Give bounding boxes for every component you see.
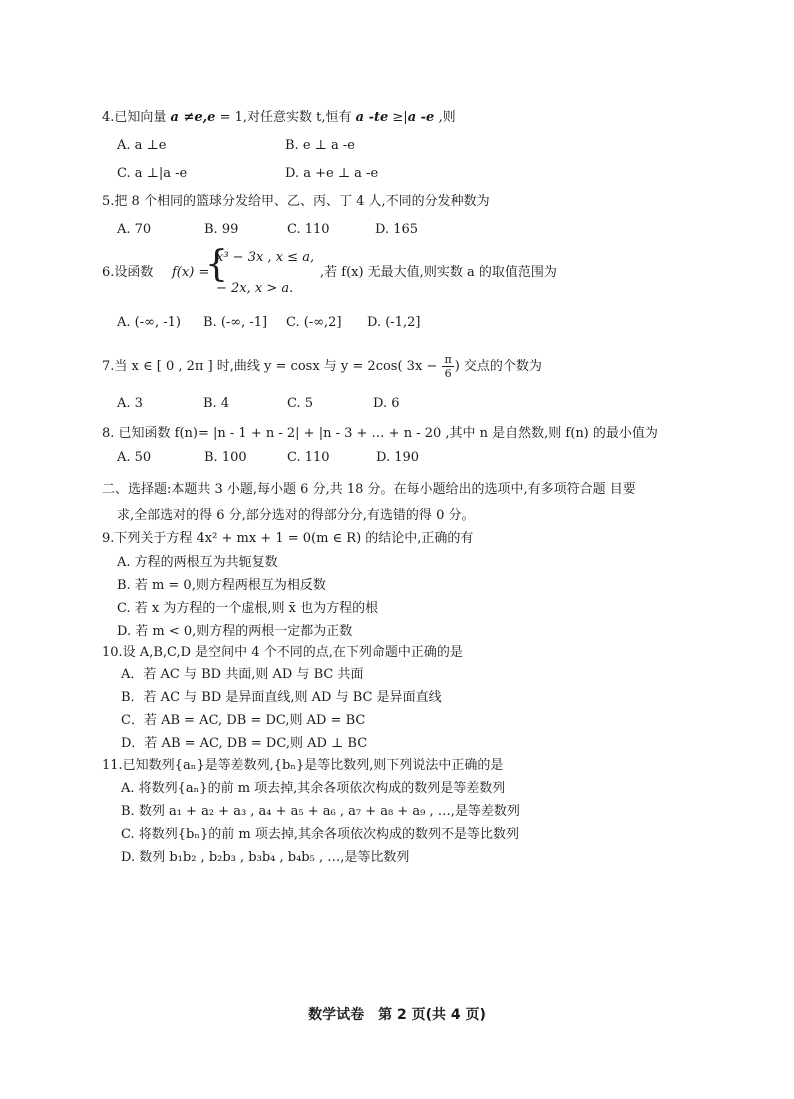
q4-option-d: D. a +e ⊥ a -e	[285, 166, 379, 181]
q4-option-c: C. a ⊥|a -e	[117, 166, 188, 181]
q9-option-b: B. 若 m = 0,则方程两根互为相反数	[117, 578, 326, 593]
q5-option-d: D. 165	[375, 222, 419, 237]
q4-option-b: B. e ⊥ a -e	[285, 138, 355, 153]
q7-stem	[102, 352, 542, 382]
q6-option-b: B. (-∞, -1]	[203, 315, 268, 330]
page-footer: 数学试卷 第 2 页(共 4 页)	[308, 1007, 486, 1023]
q7-stem-b: ) 交点的个数为	[454, 359, 542, 374]
q6-option-c: C. (-∞,2]	[286, 315, 342, 330]
q8-option-b: B. 100	[204, 450, 247, 465]
q10-option-c: C．若 AB = AC, DB = DC,则 AD = BC	[121, 713, 366, 728]
q6-fx: f(x) =	[172, 265, 210, 280]
q7-frac-num: π	[444, 353, 452, 366]
q6-case2: − 2x, x > a.	[216, 281, 294, 296]
q4-stem-f: a -e	[407, 110, 435, 125]
q6-stem-b: ,若 f(x) 无最大值,则实数 a 的取值范围为	[320, 265, 557, 280]
q4-stem-b: a ≠e,e	[170, 110, 216, 125]
q11-option-c: C. 将数列{bₙ}的前 m 项去掉,其余各项依次构成的数列不是等比数列	[121, 827, 519, 842]
q8-stem: 8. 已知函数 f(n)= |n - 1 + n - 2| + |n - 3 + … + n - 20 ,其中 n 是自然数,则 f(n) 的最小值为	[102, 426, 658, 441]
q10-stem: 10.设 A,B,C,D 是空间中 4 个不同的点,在下列命题中正确的是	[102, 645, 463, 660]
q7-frac-den: 6	[444, 367, 452, 380]
q10-option-b: B．若 AC 与 BD 是异面直线,则 AD 与 BC 是异面直线	[121, 690, 442, 705]
q4-stem-a: 4.已知向量	[102, 110, 171, 125]
q5-option-a: A. 70	[117, 222, 152, 237]
q8-option-c: C. 110	[287, 450, 330, 465]
q4-option-a: A. a ⊥e	[117, 138, 167, 153]
q8-option-a: A. 50	[117, 450, 152, 465]
q8-option-d: D. 190	[376, 450, 420, 465]
q6-case1: x³ − 3x , x ≤ a,	[216, 250, 315, 265]
q7-option-d: D. 6	[373, 396, 400, 411]
q4-stem-c: = 1,对任意实数 t,恒有	[215, 110, 356, 125]
q4-stem	[102, 110, 456, 126]
q6-brace: {	[205, 244, 228, 285]
q5-option-b: B. 99	[204, 222, 239, 237]
q7-option-c: C. 5	[287, 396, 314, 411]
q11-option-d: D. 数列 b₁b₂ , b₂b₃ , b₃b₄ , b₄b₅ , …,是等比数列	[121, 850, 410, 865]
q10-option-a: A．若 AC 与 BD 共面,则 AD 与 BC 共面	[121, 667, 364, 682]
q7-stem-a: 7.当 x ∈ [ 0 , 2π ] 时,曲线 y = cosx 与 y = 2cos( 3x −	[102, 359, 438, 374]
q9-option-c: C. 若 x 为方程的一个虚根,则 x̄ 也为方程的根	[117, 601, 379, 616]
q4-stem-g: ,则	[434, 110, 456, 125]
section2-line1: 二、选择题:本题共 3 小题,每小题 6 分,共 18 分。在每小题给出的选项中,有多项符合题 目要	[102, 482, 636, 497]
q5-option-c: C. 110	[287, 222, 330, 237]
q11-option-a: A. 将数列{aₙ}的前 m 项去掉,其余各项依次构成的数列是等差数列	[121, 781, 506, 796]
q6-option-a: A. (-∞, -1)	[117, 315, 181, 330]
section2-line2: 求,全部选对的得 6 分,部分选对的得部分分,有选错的得 0 分。	[117, 508, 475, 523]
q6-stem-a: 6.设函数	[102, 265, 154, 280]
q11-stem: 11.已知数列{aₙ}是等差数列,{bₙ}是等比数列,则下列说法中正确的是	[102, 758, 504, 773]
q7-option-b: B. 4	[203, 396, 230, 411]
q11-option-b: B. 数列 a₁ + a₂ + a₃ , a₄ + a₅ + a₆ , a₇ + a₈ + a₉ , …,是等差数列	[121, 804, 520, 819]
q6-option-d: D. (-1,2]	[367, 315, 421, 330]
q7-fraction	[442, 353, 453, 380]
q5-stem: 5.把 8 个相同的篮球分发给甲、乙、丙、丁 4 人,不同的分发种数为	[102, 194, 490, 209]
q9-option-a: A. 方程的两根互为共轭复数	[117, 555, 278, 570]
q9-option-d: D. 若 m < 0,则方程的两根一定都为正数	[117, 624, 353, 639]
q7-option-a: A. 3	[117, 396, 143, 411]
q9-stem: 9.下列关于方程 4x² + mx + 1 = 0(m ∈ R) 的结论中,正确的有	[102, 531, 474, 546]
q4-stem-e: ≥|	[388, 110, 408, 125]
q4-stem-d: a -te	[355, 110, 389, 125]
q10-option-d: D．若 AB = AC, DB = DC,则 AD ⊥ BC	[121, 736, 368, 751]
